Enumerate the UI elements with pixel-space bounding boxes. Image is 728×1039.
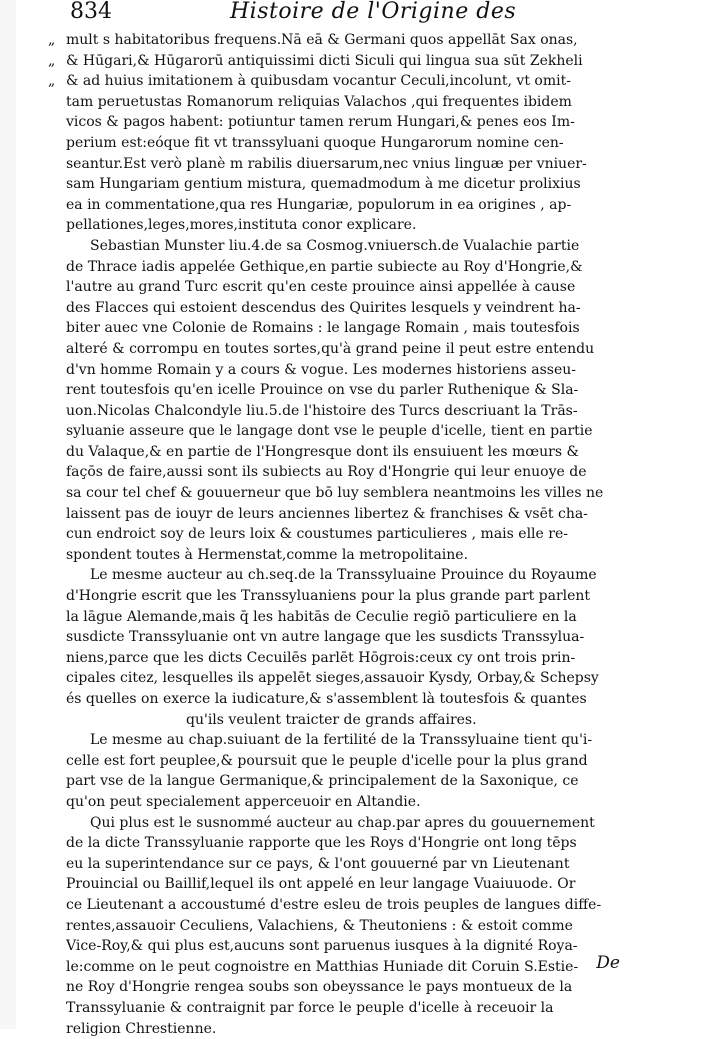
line-text: & Hūgari,& Hūgarorū antiquissimi dicti Siculi qui lingua sua sūt Zekheli [66,53,583,69]
line-text: de Thrace iadis appelée Gethique,en partie subiecte au Roy d'Hongrie,& [66,259,583,275]
text-line [48,277,610,298]
text-line [48,730,610,751]
text-line [48,174,610,195]
line-text: Le mesme au chap.suiuant de la fertilité de la Transsyluaine tient qu'i- [90,732,592,748]
line-text: Le mesme aucteur au ch.seq.de la Transsyluaine Prouince du Royaume [90,567,597,583]
line-text: d'Hongrie escrit que les Transsyluaniens pour la plus grande part parlent [66,588,590,604]
text-line [48,380,610,401]
text-line [48,504,610,525]
line-text: laissent pas de iouyr de leurs anciennes libertez & franchises & vsēt cha- [66,506,588,522]
text-line [48,401,610,422]
text-line [48,195,610,216]
text-line [48,92,610,113]
line-text: la lāgue Alemande,mais q̄ les habitās de Ceculie regiō particuliere en la [66,609,577,625]
text-line [48,257,610,278]
text-line [48,627,610,648]
line-text: sa cour tel chef & gouuerneur que bō luy semblera neantmoins les villes ne [66,485,603,501]
line-text: ea in commentatione,qua res Hungariæ, populorum in ea origines , ap- [66,197,571,213]
text-line [48,360,610,381]
text-line [48,318,610,339]
running-title: Histoire de l'Origine des [230,0,516,24]
text-line [48,339,610,360]
text-line [48,421,610,442]
text-line [48,710,610,731]
text-line [48,524,610,545]
line-text: eu la superintendance sur ce pays, & l'ont gouuerné par vn Lieutenant [66,856,569,872]
text-line [48,874,610,895]
text-line [48,648,610,669]
text-line [48,977,610,998]
line-text: le:comme on le peut cognoistre en Matthias Huniade dit Coruin S.Estie- [66,959,578,975]
line-text: spondent toutes à Hermenstat,comme la metropolitaine. [66,547,468,563]
text-line [48,30,610,51]
line-text: ne Roy d'Hongrie rengea soubs son obeyssance le pays montueux de la [66,979,572,995]
line-text: uon.Nicolas Chalcondyle liu.5.de l'histoire des Turcs descriuant la Trās- [66,403,578,419]
text-line [48,895,610,916]
text-line [48,462,610,483]
page-gutter-shadow [0,0,16,1029]
quote-mark: „ [48,71,66,92]
line-text: qu'on peut specialement apperceuoir en Altandie. [66,794,421,810]
text-line [48,154,610,175]
line-text: seantur.Est verò planè m rabilis diuersarum,nec vnius linguæ per vniuer- [66,156,587,172]
text-line [48,957,610,978]
text-line [48,442,610,463]
text-line [48,854,610,875]
line-text: tam peruetustas Romanorum reliquias Valachos ,qui frequentes ibidem [66,94,572,110]
body-text [48,30,610,1039]
quote-mark: „ [48,30,66,51]
text-line [48,936,610,957]
line-text: Vice-Roy,& qui plus est,aucuns sont paruenus iusques à la dignité Roya- [66,938,578,954]
text-line [48,916,610,937]
line-text: niens,parce que les dicts Cecuilēs parlēt Hōgrois:ceux cy ont trois prin- [66,650,575,666]
text-line [48,483,610,504]
line-text: rentes,assauoir Ceculiens, Valachiens, & Theutoniens : & estoit comme [66,918,573,934]
line-text: pellationes,leges,mores,instituta conor explicare. [66,217,416,233]
text-line [48,751,610,772]
line-text: de la dicte Transsyluanie rapporte que les Roys d'Hongrie ont long tēps [66,835,577,851]
text-line [48,133,610,154]
quote-mark: „ [48,51,66,72]
text-line [48,545,610,566]
line-text: sam Hungariam gentium mistura, quemadmodum à me dicetur prolixius [66,176,581,192]
text-line [48,813,610,834]
line-text: d'vn homme Romain y a cours & vogue. Les modernes historiens asseu- [66,362,576,378]
text-line [48,998,610,1019]
line-text: vicos & pagos habent: potiuntur tamen rerum Hungari,& penes eos Im- [66,114,575,130]
text-line [48,586,610,607]
line-text: cipales citez, lesquelles ils appelēt sieges,assauoir Kysdy, Orbay,& Schepsy [66,670,599,686]
line-text: part vse de la langue Germanique,& principalement de la Saxonique, ce [66,773,579,789]
page-number: 834 [70,0,112,24]
line-text: Prouincial ou Baillif,lequel ils ont appelé en leur langage Vuaiuuode. Or [66,876,575,892]
catchword: De [596,953,620,973]
text-line [48,236,610,257]
line-text: Sebastian Munster liu.4.de sa Cosmog.vniuersch.de Vualachie partie [90,238,579,254]
line-text: biter auec vne Colonie de Romains : le langage Romain , mais toutesfois [66,320,580,336]
text-line [48,565,610,586]
text-line [48,51,610,72]
line-text: perium est:eóque fit vt transsyluani quoque Hungarorum nomine cen- [66,135,564,151]
line-text: ce Lieutenant a accoustumé d'estre esleu de trois peuples de langues diffe- [66,897,601,913]
line-text: Qui plus est le susnommé aucteur au chap.par apres du gouuernement [90,815,595,831]
line-text: cun endroict soy de leurs loix & coustumes particulieres , mais elle re- [66,526,568,542]
line-text: & ad huius imitationem à quibusdam vocantur Ceculi,incolunt, vt omit- [66,73,571,89]
text-line [48,215,610,236]
text-line [48,771,610,792]
line-text: Transsyluanie & contraignit par force le peuple d'icelle à receuoir la [66,1000,554,1016]
line-text: l'autre au grand Turc escrit qu'en ceste prouince ainsi appellée à cause [66,279,575,295]
line-text: syluanie asseure que le langage dont vse le peuple d'icelle, tient en partie [66,423,593,439]
running-header [70,0,630,26]
text-line [48,298,610,319]
line-text: susdicte Transsyluanie ont vn autre langage que les susdicts Transsylua- [66,629,584,645]
text-line [48,689,610,710]
line-text: mult s habitatoribus frequens.Nā eā & Germani quos appellāt Sax onas, [66,32,578,48]
text-line [48,607,610,628]
line-text: qu'ils veulent traicter de grands affaires. [186,712,477,728]
line-text: celle est fort peuplee,& poursuit que le peuple d'icelle pour la plus grand [66,753,588,769]
text-line [48,71,610,92]
line-text: és quelles on exerce la iudicature,& s'assemblent là toutesfois & quantes [66,691,587,707]
line-text: des Flacces qui estoient descendus des Quirites lesquels y veindrent ha- [66,300,581,316]
line-text: religion Chrestienne. [66,1021,216,1037]
text-line [48,833,610,854]
text-line [48,112,610,133]
text-line [48,792,610,813]
line-text: alteré & corrompu en toutes sortes,qu'à grand peine il peut estre entendu [66,341,594,357]
line-text: du Valaque,& en partie de l'Hongresque dont ils ensuiuent les mœurs & [66,444,579,460]
line-text: façōs de faire,aussi sont ils subiects au Roy d'Hongrie qui leur enuoye de [66,464,587,480]
text-line [48,668,610,689]
line-text: rent toutesfois qu'en icelle Prouince on vse du parler Ruthenique & Sla- [66,382,578,398]
